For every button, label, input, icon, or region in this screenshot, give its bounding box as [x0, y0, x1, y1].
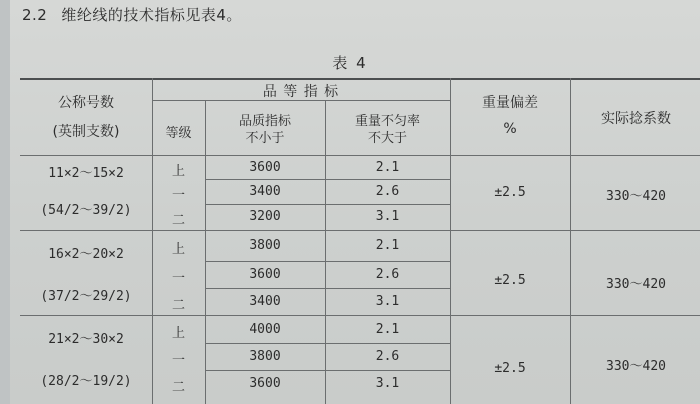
- header-twist: 实际捻系数: [601, 111, 671, 127]
- cv-cell: 2.1: [375, 160, 400, 175]
- strength-cell: 3200: [249, 209, 281, 224]
- group-count-tex: 16×2～20×2: [48, 247, 124, 262]
- group-rule: [20, 315, 700, 316]
- grade-cell: 一: [171, 188, 185, 203]
- strength-cell: 3600: [249, 160, 281, 175]
- cv-cell: 2.6: [375, 267, 400, 282]
- grade-cell: 上: [171, 164, 185, 179]
- cv-cell: 3.1: [375, 376, 400, 391]
- row-rule: [205, 370, 450, 371]
- twist-cell: 330～420: [606, 189, 666, 204]
- table-top-rule: [20, 78, 700, 80]
- cv-cell: 2.1: [375, 238, 400, 253]
- row-rule: [205, 343, 450, 344]
- header-cv-line2: 不大于: [367, 131, 407, 146]
- header-quality-group: 品 等 指 标: [262, 84, 340, 100]
- strength-cell: 3800: [249, 349, 281, 364]
- header-bottom-rule: [20, 155, 700, 156]
- group-count-tex: 11×2～15×2: [48, 166, 124, 181]
- grade-cell: 二: [171, 213, 185, 228]
- group-rule: [20, 230, 700, 231]
- deviation-cell: ±2.5: [494, 273, 526, 288]
- table-caption: 表 4: [332, 54, 368, 72]
- section-number: 2.2: [22, 6, 48, 24]
- twist-cell: 330～420: [606, 277, 666, 292]
- strength-cell: 3800: [249, 238, 281, 253]
- cv-cell: 3.1: [375, 209, 400, 224]
- strength-cell: 3600: [249, 376, 281, 391]
- header-deviation-unit: %: [503, 121, 517, 137]
- cv-cell: 2.6: [375, 184, 400, 199]
- specification-table: [20, 78, 700, 404]
- grade-cell: 一: [171, 353, 185, 368]
- header-grade: 等级: [165, 126, 192, 141]
- row-rule: [205, 261, 450, 262]
- grade-cell: 一: [171, 271, 185, 286]
- group-count-english: (28/2～19/2): [40, 374, 132, 389]
- header-deviation: 重量偏差: [482, 95, 538, 111]
- deviation-cell: ±2.5: [494, 361, 526, 376]
- cv-cell: 2.1: [375, 322, 400, 337]
- group-count-english: (54/2～39/2): [40, 203, 132, 218]
- header-count-english: (英制支数): [52, 124, 120, 140]
- grade-cell: 上: [171, 326, 185, 341]
- cv-cell: 3.1: [375, 294, 400, 309]
- group-count-english: (37/2～29/2): [40, 289, 132, 304]
- section-heading: [22, 4, 242, 25]
- header-strength-line2: 不小于: [245, 131, 285, 146]
- section-title: 维纶线的技术指标见表4。: [61, 6, 242, 24]
- grade-cell: 上: [171, 242, 185, 257]
- cv-cell: 2.6: [375, 349, 400, 364]
- twist-cell: 330～420: [606, 359, 666, 374]
- row-rule: [205, 288, 450, 289]
- header-count: 公称号数: [58, 95, 114, 111]
- strength-cell: 3400: [249, 294, 281, 309]
- strength-cell: 4000: [249, 322, 281, 337]
- row-rule: [205, 179, 450, 180]
- strength-cell: 3600: [249, 267, 281, 282]
- header-strength-line1: 品质指标: [238, 114, 291, 129]
- row-rule: [205, 204, 450, 205]
- group-count-tex: 21×2～30×2: [48, 332, 124, 347]
- header-cv-line1: 重量不匀率: [354, 114, 420, 129]
- grade-cell: 二: [171, 298, 185, 313]
- grade-cell: 二: [171, 380, 185, 395]
- deviation-cell: ±2.5: [494, 185, 526, 200]
- strength-cell: 3400: [249, 184, 281, 199]
